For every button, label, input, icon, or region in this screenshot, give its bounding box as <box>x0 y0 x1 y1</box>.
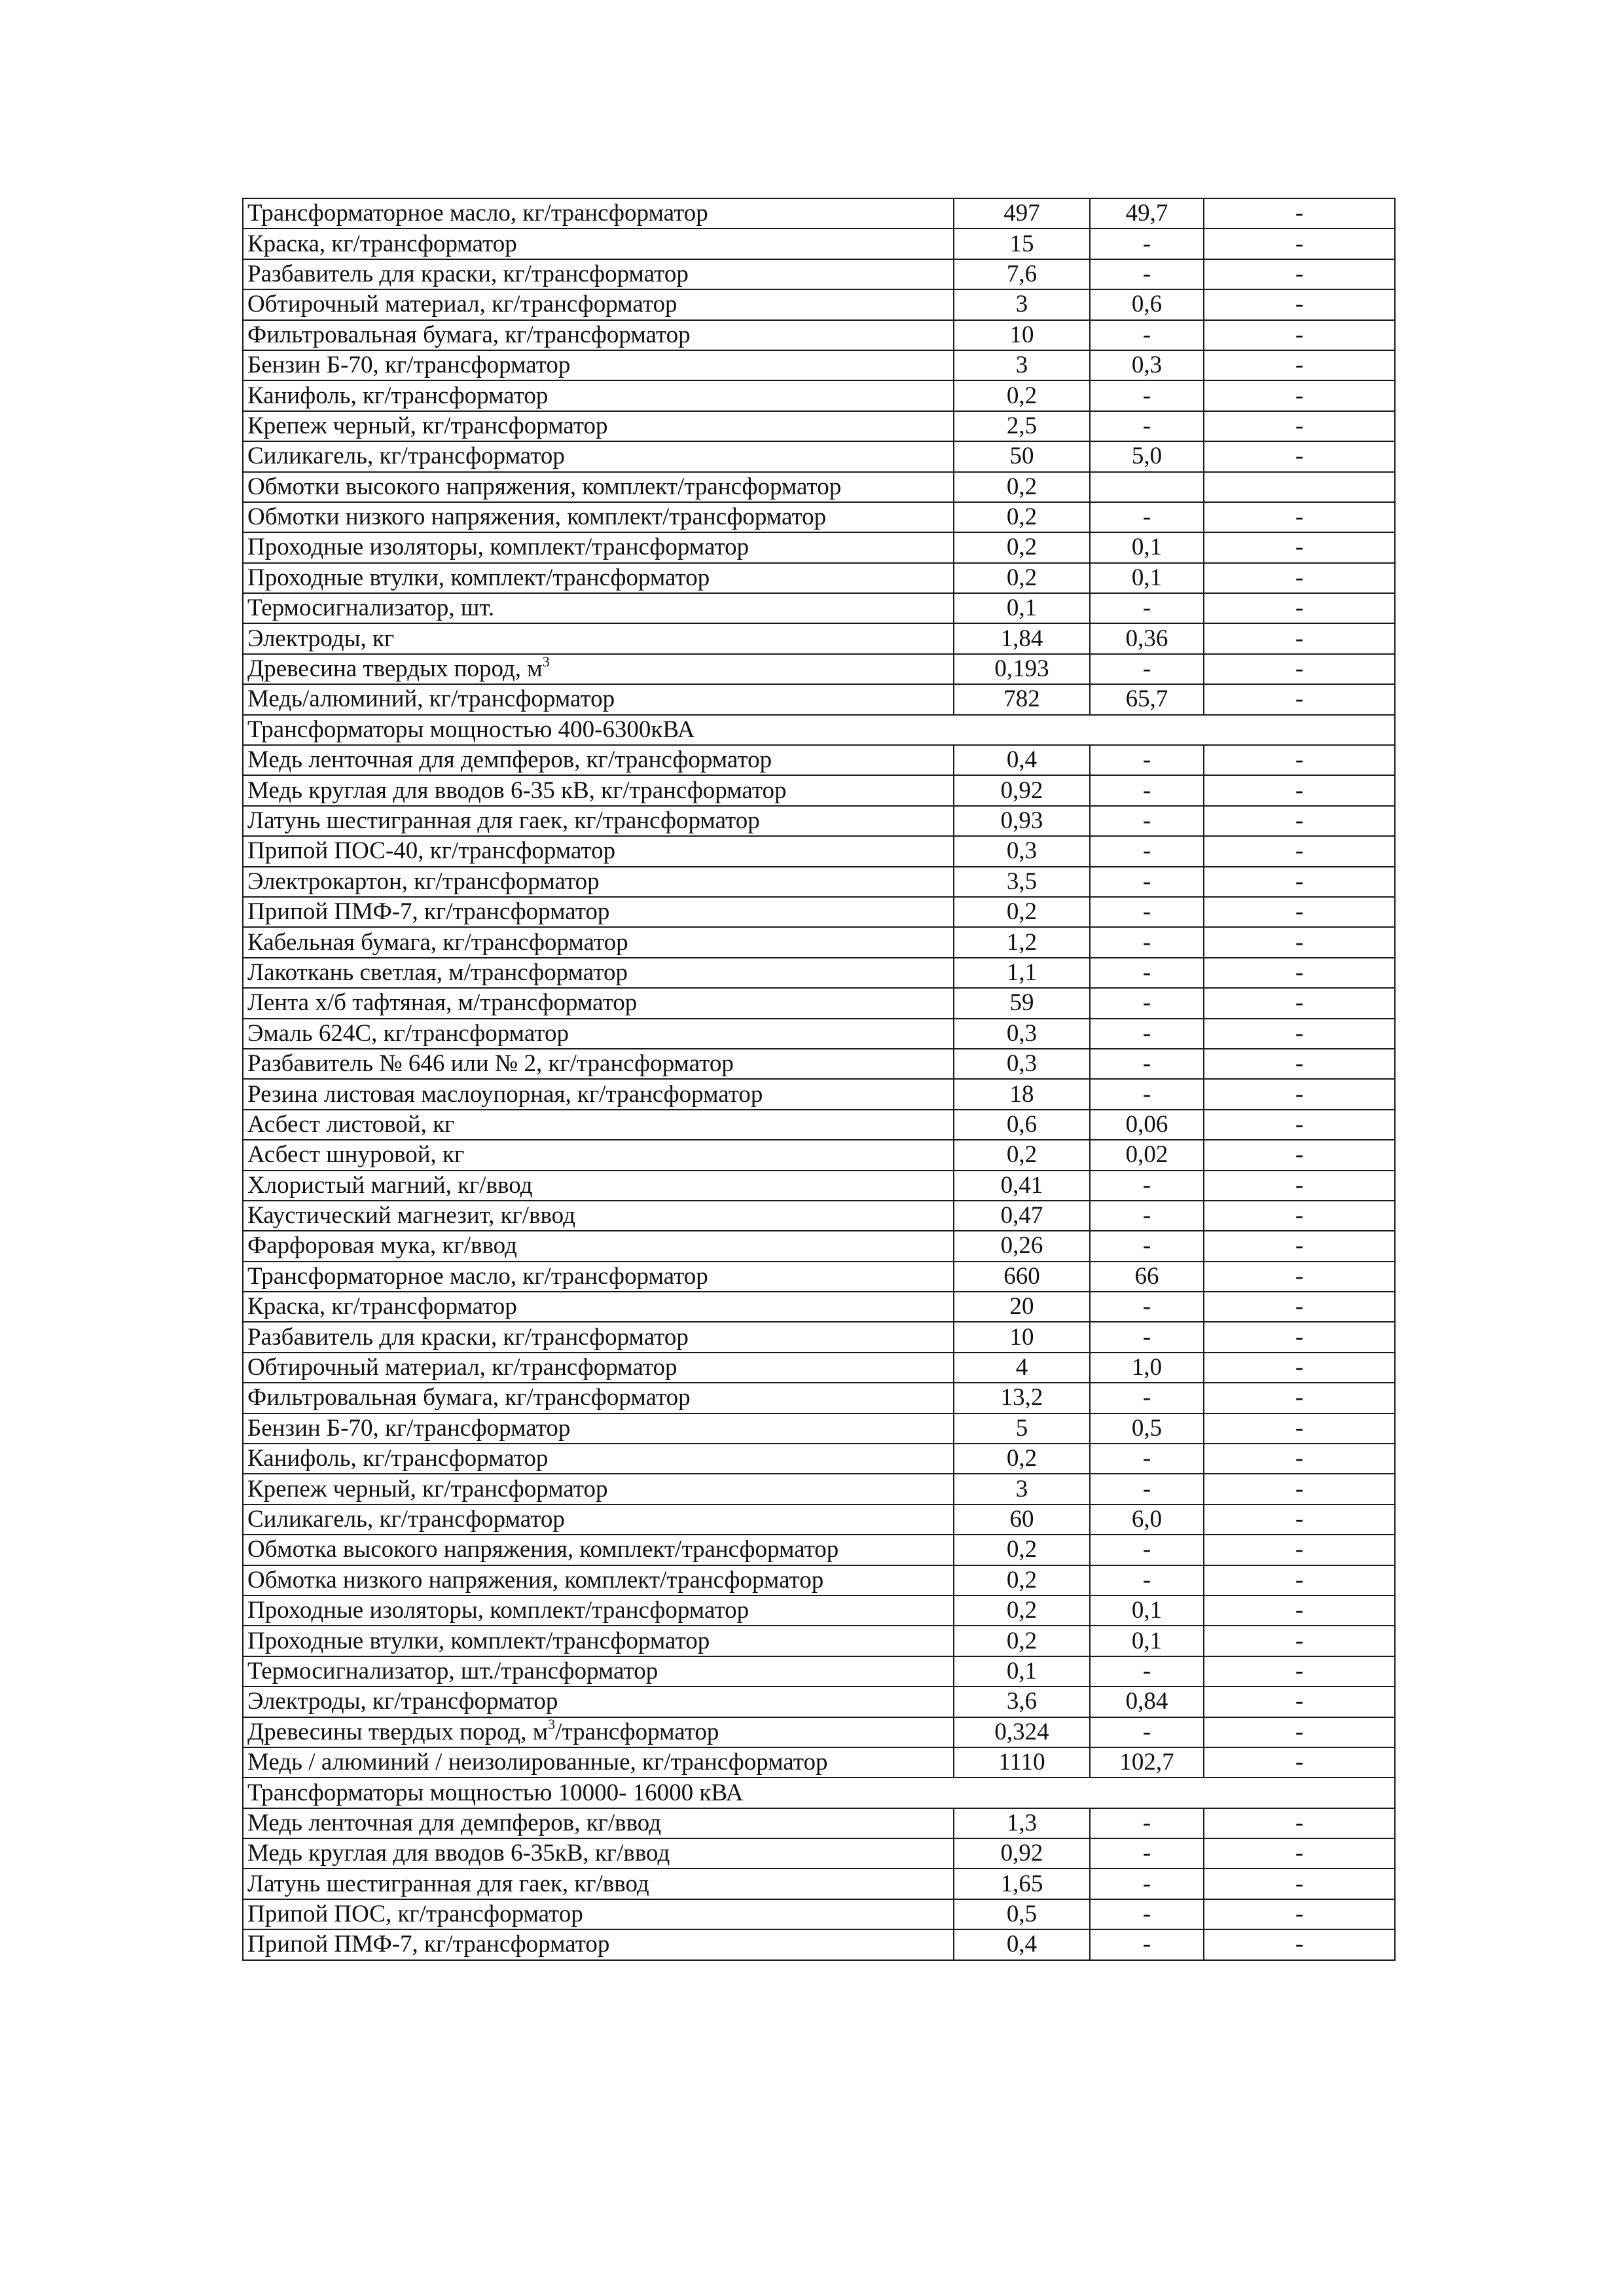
table-row <box>243 1383 1395 1413</box>
value-cell-1: 0,2 <box>954 897 1090 927</box>
section-header-row <box>243 1777 1395 1808</box>
value-cell-1: 3 <box>954 350 1090 380</box>
material-name-cell: Припой ПОС-40, кг/трансформатор <box>243 836 954 866</box>
value-cell-3: - <box>1204 1292 1395 1322</box>
unit-exponent: 3 <box>548 1717 556 1733</box>
material-name-cell: Электроды, кг/трансформатор <box>243 1686 954 1717</box>
value-cell-3: - <box>1204 1565 1395 1595</box>
value-cell-2: - <box>1090 1049 1204 1079</box>
table-row <box>243 593 1395 623</box>
value-cell-3: - <box>1204 1383 1395 1413</box>
value-cell-1: 3,6 <box>954 1686 1090 1717</box>
material-name-cell: Фильтровальная бумага, кг/трансформатор <box>243 1383 954 1413</box>
value-cell-2: - <box>1090 593 1204 623</box>
material-name-cell: Силикагель, кг/трансформатор <box>243 441 954 471</box>
value-cell-1: 15 <box>954 228 1090 259</box>
value-cell-3: - <box>1204 1868 1395 1899</box>
table-row <box>243 1717 1395 1747</box>
material-name-cell: Латунь шестигранная для гаек, кг/трансформатор <box>243 806 954 836</box>
table-row <box>243 1686 1395 1717</box>
material-name-cell: Проходные изоляторы, комплект/трансформатор <box>243 532 954 562</box>
value-cell-2: - <box>1090 897 1204 927</box>
value-cell-2: - <box>1090 1171 1204 1201</box>
value-cell-1: 0,2 <box>954 380 1090 410</box>
value-cell-3: - <box>1204 958 1395 988</box>
value-cell-1: 1,84 <box>954 623 1090 653</box>
material-name-cell: Проходные втулки, комплект/трансформатор <box>243 563 954 593</box>
value-cell-2: 0,1 <box>1090 1595 1204 1626</box>
value-cell-1: 0,47 <box>954 1201 1090 1231</box>
value-cell-1: 13,2 <box>954 1383 1090 1413</box>
value-cell-2: - <box>1090 775 1204 805</box>
value-cell-1: 0,92 <box>954 1838 1090 1868</box>
value-cell-1: 782 <box>954 684 1090 714</box>
value-cell-1: 1,2 <box>954 927 1090 957</box>
value-cell-3: - <box>1204 1747 1395 1777</box>
value-cell-1: 1,1 <box>954 958 1090 988</box>
table-row <box>243 1747 1395 1777</box>
value-cell-3: - <box>1204 563 1395 593</box>
value-cell-3: - <box>1204 1201 1395 1231</box>
value-cell-3: - <box>1204 745 1395 775</box>
table-row <box>243 228 1395 259</box>
section-header-row <box>243 715 1395 745</box>
value-cell-2: - <box>1090 1565 1204 1595</box>
value-cell-3: - <box>1204 1899 1395 1929</box>
table-row <box>243 1868 1395 1899</box>
value-cell-1: 660 <box>954 1262 1090 1292</box>
table-row <box>243 289 1395 319</box>
value-cell-1: 0,193 <box>954 654 1090 684</box>
value-cell-2: - <box>1090 1868 1204 1899</box>
material-name-cell: Кабельная бумага, кг/трансформатор <box>243 927 954 957</box>
material-name-cell: Медь круглая для вводов 6-35 кВ, кг/трансформатор <box>243 775 954 805</box>
material-name-cell: Крепеж черный, кг/трансформатор <box>243 1474 954 1504</box>
material-unit-suffix: /трансформатор <box>555 1718 719 1745</box>
value-cell-2 <box>1090 472 1204 502</box>
table-row <box>243 1929 1395 1959</box>
value-cell-2: 1,0 <box>1090 1353 1204 1383</box>
table-row <box>243 1413 1395 1444</box>
material-name-cell: Резина листовая маслоупорная, кг/трансформатор <box>243 1079 954 1109</box>
value-cell-1: 0,3 <box>954 836 1090 866</box>
table-row <box>243 867 1395 897</box>
value-cell-1: 59 <box>954 988 1090 1018</box>
value-cell-2: - <box>1090 380 1204 410</box>
material-name-cell: Обмотки низкого напряжения, комплект/трансформатор <box>243 502 954 532</box>
table-row <box>243 806 1395 836</box>
material-name-cell: Проходные втулки, комплект/трансформатор <box>243 1626 954 1656</box>
value-cell-2: 0,1 <box>1090 563 1204 593</box>
value-cell-2: - <box>1090 1079 1204 1109</box>
material-name-cell <box>243 1717 954 1747</box>
table-row <box>243 1110 1395 1140</box>
value-cell-3: - <box>1204 988 1395 1018</box>
value-cell-1: 0,1 <box>954 593 1090 623</box>
material-name-cell: Разбавитель № 646 или № 2, кг/трансформатор <box>243 1049 954 1079</box>
value-cell-3: - <box>1204 289 1395 319</box>
value-cell-1: 18 <box>954 1079 1090 1109</box>
material-name-cell: Лакоткань светлая, м/трансформатор <box>243 958 954 988</box>
value-cell-1: 50 <box>954 441 1090 471</box>
table-row <box>243 532 1395 562</box>
table-row <box>243 1474 1395 1504</box>
material-name-cell: Термосигнализатор, шт./трансформатор <box>243 1656 954 1686</box>
material-name-cell: Разбавитель для краски, кг/трансформатор <box>243 259 954 289</box>
value-cell-2: - <box>1090 836 1204 866</box>
value-cell-2: - <box>1090 867 1204 897</box>
value-cell-1: 7,6 <box>954 259 1090 289</box>
table-row <box>243 1595 1395 1626</box>
value-cell-3: - <box>1204 593 1395 623</box>
table-row <box>243 320 1395 350</box>
value-cell-2: - <box>1090 1929 1204 1959</box>
value-cell-3: - <box>1204 1353 1395 1383</box>
value-cell-1: 0,92 <box>954 775 1090 805</box>
material-name-cell: Асбест шнуровой, кг <box>243 1140 954 1170</box>
table-row <box>243 1353 1395 1383</box>
table-row <box>243 775 1395 805</box>
value-cell-3: - <box>1204 1595 1395 1626</box>
material-name-cell: Краска, кг/трансформатор <box>243 228 954 259</box>
value-cell-3: - <box>1204 532 1395 562</box>
value-cell-2: - <box>1090 745 1204 775</box>
value-cell-1: 4 <box>954 1353 1090 1383</box>
value-cell-1: 5 <box>954 1413 1090 1444</box>
value-cell-2: - <box>1090 806 1204 836</box>
value-cell-2: - <box>1090 1899 1204 1929</box>
value-cell-3: - <box>1204 1322 1395 1352</box>
material-name-cell: Проходные изоляторы, комплект/трансформатор <box>243 1595 954 1626</box>
table-row <box>243 897 1395 927</box>
table-row <box>243 1626 1395 1656</box>
table-row <box>243 1535 1395 1565</box>
value-cell-3: - <box>1204 623 1395 653</box>
table-row <box>243 654 1395 684</box>
table-row <box>243 1079 1395 1109</box>
table-row <box>243 502 1395 532</box>
value-cell-2: 0,02 <box>1090 1140 1204 1170</box>
value-cell-1: 60 <box>954 1504 1090 1535</box>
material-name-cell: Трансформаторное масло, кг/трансформатор <box>243 198 954 228</box>
value-cell-2: 102,7 <box>1090 1747 1204 1777</box>
material-name-cell: Фарфоровая мука, кг/ввод <box>243 1231 954 1261</box>
table-row <box>243 380 1395 410</box>
value-cell-2: - <box>1090 654 1204 684</box>
value-cell-2: - <box>1090 1201 1204 1231</box>
value-cell-2: - <box>1090 1474 1204 1504</box>
value-cell-2: 0,1 <box>1090 532 1204 562</box>
material-name-cell: Медь ленточная для демпферов, кг/трансформатор <box>243 745 954 775</box>
materials-table <box>242 198 1396 1961</box>
value-cell-2: - <box>1090 1231 1204 1261</box>
value-cell-1: 3 <box>954 1474 1090 1504</box>
material-name-cell: Фильтровальная бумага, кг/трансформатор <box>243 320 954 350</box>
table-row <box>243 1899 1395 1929</box>
material-name-cell: Каустический магнезит, кг/ввод <box>243 1201 954 1231</box>
table-row <box>243 927 1395 957</box>
value-cell-3: - <box>1204 502 1395 532</box>
value-cell-1: 0,2 <box>954 1535 1090 1565</box>
table-row <box>243 198 1395 228</box>
value-cell-3: - <box>1204 654 1395 684</box>
value-cell-3: - <box>1204 1474 1395 1504</box>
value-cell-2: 0,6 <box>1090 289 1204 319</box>
value-cell-2: - <box>1090 927 1204 957</box>
value-cell-2: 0,06 <box>1090 1110 1204 1140</box>
table-row <box>243 684 1395 714</box>
value-cell-3: - <box>1204 1929 1395 1959</box>
value-cell-3: - <box>1204 1019 1395 1049</box>
value-cell-3: - <box>1204 1656 1395 1686</box>
table-row <box>243 1656 1395 1686</box>
value-cell-1: 0,4 <box>954 745 1090 775</box>
value-cell-3: - <box>1204 836 1395 866</box>
value-cell-2: - <box>1090 228 1204 259</box>
value-cell-3 <box>1204 472 1395 502</box>
section-title: Трансформаторы мощностью 400-6300кВА <box>243 715 1395 745</box>
value-cell-1: 3 <box>954 289 1090 319</box>
table-row <box>243 441 1395 471</box>
table-row <box>243 1838 1395 1868</box>
value-cell-1: 0,2 <box>954 1565 1090 1595</box>
value-cell-1: 1110 <box>954 1747 1090 1777</box>
value-cell-1: 0,4 <box>954 1929 1090 1959</box>
value-cell-3: - <box>1204 411 1395 441</box>
material-name-cell: Канифоль, кг/трансформатор <box>243 380 954 410</box>
material-name-cell: Краска, кг/трансформатор <box>243 1292 954 1322</box>
value-cell-3: - <box>1204 1444 1395 1474</box>
value-cell-1: 0,5 <box>954 1899 1090 1929</box>
value-cell-1: 0,2 <box>954 563 1090 593</box>
value-cell-1: 0,41 <box>954 1171 1090 1201</box>
value-cell-1: 0,3 <box>954 1019 1090 1049</box>
value-cell-3: - <box>1204 441 1395 471</box>
material-name-cell: Трансформаторное масло, кг/трансформатор <box>243 1262 954 1292</box>
material-name-cell: Медь круглая для вводов 6-35кВ, кг/ввод <box>243 1838 954 1868</box>
material-name-cell: Медь ленточная для демпферов, кг/ввод <box>243 1808 954 1838</box>
unit-exponent: 3 <box>542 653 550 670</box>
table-row <box>243 1322 1395 1352</box>
material-name-cell: Силикагель, кг/трансформатор <box>243 1504 954 1535</box>
value-cell-1: 1,65 <box>954 1868 1090 1899</box>
material-name-cell: Канифоль, кг/трансформатор <box>243 1444 954 1474</box>
value-cell-2: - <box>1090 320 1204 350</box>
value-cell-3: - <box>1204 1140 1395 1170</box>
value-cell-2: - <box>1090 1717 1204 1747</box>
material-name-cell: Припой ПМФ-7, кг/трансформатор <box>243 1929 954 1959</box>
value-cell-3: - <box>1204 320 1395 350</box>
table-row <box>243 1019 1395 1049</box>
material-name-cell: Термосигнализатор, шт. <box>243 593 954 623</box>
value-cell-1: 3,5 <box>954 867 1090 897</box>
value-cell-3: - <box>1204 228 1395 259</box>
value-cell-3: - <box>1204 1535 1395 1565</box>
value-cell-2: 49,7 <box>1090 198 1204 228</box>
value-cell-3: - <box>1204 380 1395 410</box>
value-cell-1: 20 <box>954 1292 1090 1322</box>
table-row <box>243 1262 1395 1292</box>
value-cell-2: - <box>1090 1322 1204 1352</box>
material-name-cell: Обмотки высокого напряжения, комплект/трансформатор <box>243 472 954 502</box>
table-row <box>243 1201 1395 1231</box>
value-cell-3: - <box>1204 1626 1395 1656</box>
material-name-cell: Медь/алюминий, кг/трансформатор <box>243 684 954 714</box>
material-name-cell: Разбавитель для краски, кг/трансформатор <box>243 1322 954 1352</box>
value-cell-3: - <box>1204 1838 1395 1868</box>
value-cell-2: 0,84 <box>1090 1686 1204 1717</box>
material-name-cell: Бензин Б-70, кг/трансформатор <box>243 350 954 380</box>
table-row <box>243 1444 1395 1474</box>
value-cell-1: 0,2 <box>954 1626 1090 1656</box>
value-cell-1: 1,3 <box>954 1808 1090 1838</box>
value-cell-3: - <box>1204 1262 1395 1292</box>
value-cell-1: 2,5 <box>954 411 1090 441</box>
value-cell-2: 6,0 <box>1090 1504 1204 1535</box>
value-cell-3: - <box>1204 1110 1395 1140</box>
value-cell-2: - <box>1090 1656 1204 1686</box>
value-cell-1: 0,2 <box>954 532 1090 562</box>
value-cell-2: - <box>1090 1535 1204 1565</box>
value-cell-1: 0,2 <box>954 502 1090 532</box>
value-cell-2: - <box>1090 1838 1204 1868</box>
value-cell-1: 0,2 <box>954 1595 1090 1626</box>
material-name-cell: Хлористый магний, кг/ввод <box>243 1171 954 1201</box>
value-cell-3: - <box>1204 1686 1395 1717</box>
value-cell-2: 0,36 <box>1090 623 1204 653</box>
materials-table-body <box>243 198 1395 1960</box>
table-row <box>243 1171 1395 1201</box>
material-name-cell: Крепеж черный, кг/трансформатор <box>243 411 954 441</box>
value-cell-1: 0,2 <box>954 1140 1090 1170</box>
value-cell-3: - <box>1204 775 1395 805</box>
value-cell-1: 0,2 <box>954 472 1090 502</box>
table-row <box>243 411 1395 441</box>
value-cell-3: - <box>1204 927 1395 957</box>
material-name-cell: Обтирочный материал, кг/трансформатор <box>243 1353 954 1383</box>
value-cell-2: - <box>1090 988 1204 1018</box>
material-name-cell: Латунь шестигранная для гаек, кг/ввод <box>243 1868 954 1899</box>
value-cell-2: 0,1 <box>1090 1626 1204 1656</box>
value-cell-2: 5,0 <box>1090 441 1204 471</box>
value-cell-2: - <box>1090 502 1204 532</box>
value-cell-2: - <box>1090 958 1204 988</box>
table-row <box>243 988 1395 1018</box>
material-name-cell: Бензин Б-70, кг/трансформатор <box>243 1413 954 1444</box>
table-row <box>243 958 1395 988</box>
value-cell-3: - <box>1204 684 1395 714</box>
material-name-cell: Электрокартон, кг/трансформатор <box>243 867 954 897</box>
table-row <box>243 1808 1395 1838</box>
material-name-text: Древесина твердых пород, м <box>247 655 543 683</box>
value-cell-3: - <box>1204 198 1395 228</box>
material-name-cell: Асбест листовой, кг <box>243 1110 954 1140</box>
value-cell-3: - <box>1204 1079 1395 1109</box>
table-row <box>243 1231 1395 1261</box>
value-cell-3: - <box>1204 1504 1395 1535</box>
value-cell-2: - <box>1090 1444 1204 1474</box>
table-row <box>243 1049 1395 1079</box>
table-row <box>243 1140 1395 1170</box>
value-cell-3: - <box>1204 259 1395 289</box>
value-cell-2: - <box>1090 411 1204 441</box>
value-cell-1: 0,324 <box>954 1717 1090 1747</box>
value-cell-2: 0,3 <box>1090 350 1204 380</box>
table-row <box>243 472 1395 502</box>
value-cell-1: 0,3 <box>954 1049 1090 1079</box>
material-name-text: Древесины твердых пород, м <box>247 1718 549 1745</box>
value-cell-3: - <box>1204 806 1395 836</box>
value-cell-1: 10 <box>954 1322 1090 1352</box>
material-name-cell: Эмаль 624С, кг/трансформатор <box>243 1019 954 1049</box>
value-cell-3: - <box>1204 1413 1395 1444</box>
table-row <box>243 836 1395 866</box>
value-cell-2: - <box>1090 1808 1204 1838</box>
material-name-cell: Обмотка высокого напряжения, комплект/трансформатор <box>243 1535 954 1565</box>
table-row <box>243 1504 1395 1535</box>
value-cell-1: 0,26 <box>954 1231 1090 1261</box>
table-row <box>243 623 1395 653</box>
value-cell-3: - <box>1204 350 1395 380</box>
material-name-cell: Электроды, кг <box>243 623 954 653</box>
value-cell-2: 65,7 <box>1090 684 1204 714</box>
value-cell-2: - <box>1090 1292 1204 1322</box>
table-row <box>243 259 1395 289</box>
value-cell-2: 66 <box>1090 1262 1204 1292</box>
material-name-cell: Припой ПМФ-7, кг/трансформатор <box>243 897 954 927</box>
value-cell-3: - <box>1204 1171 1395 1201</box>
value-cell-3: - <box>1204 867 1395 897</box>
value-cell-3: - <box>1204 1717 1395 1747</box>
value-cell-2: - <box>1090 1019 1204 1049</box>
value-cell-3: - <box>1204 1808 1395 1838</box>
table-row <box>243 350 1395 380</box>
value-cell-1: 497 <box>954 198 1090 228</box>
section-title: Трансформаторы мощностью 10000- 16000 кВА <box>243 1777 1395 1808</box>
value-cell-3: - <box>1204 1049 1395 1079</box>
material-name-cell: Медь / алюминий / неизолированные, кг/трансформатор <box>243 1747 954 1777</box>
value-cell-1: 0,2 <box>954 1444 1090 1474</box>
material-name-cell: Припой ПОС, кг/трансформатор <box>243 1899 954 1929</box>
material-name-cell <box>243 654 954 684</box>
table-row <box>243 745 1395 775</box>
material-name-cell: Обмотка низкого напряжения, комплект/трансформатор <box>243 1565 954 1595</box>
value-cell-3: - <box>1204 1231 1395 1261</box>
material-name-cell: Лента х/б тафтяная, м/трансформатор <box>243 988 954 1018</box>
value-cell-2: - <box>1090 259 1204 289</box>
value-cell-1: 0,1 <box>954 1656 1090 1686</box>
value-cell-2: 0,5 <box>1090 1413 1204 1444</box>
value-cell-1: 0,6 <box>954 1110 1090 1140</box>
table-row <box>243 563 1395 593</box>
table-row <box>243 1292 1395 1322</box>
value-cell-3: - <box>1204 897 1395 927</box>
material-name-cell: Обтирочный материал, кг/трансформатор <box>243 289 954 319</box>
value-cell-1: 0,93 <box>954 806 1090 836</box>
table-row <box>243 1565 1395 1595</box>
value-cell-1: 10 <box>954 320 1090 350</box>
value-cell-2: - <box>1090 1383 1204 1413</box>
